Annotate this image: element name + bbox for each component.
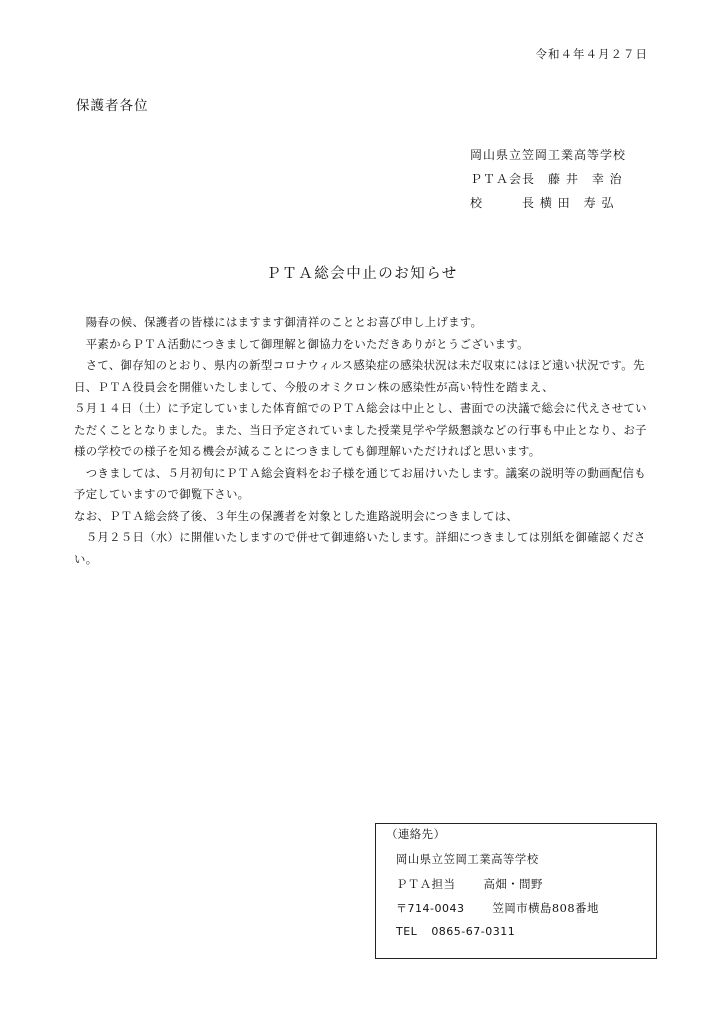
contact-postal-code: 〒714-0043 [396,902,465,915]
paragraph: ５月２５日（水）に開催いたしますので併せて御連絡いたします。詳細につきましては別紙を御確認ください。 [74,530,646,566]
contact-pta-row [396,876,543,892]
contact-pta-label: ＰＴＡ担当 [396,877,456,891]
paragraph: さて、御存知のとおり、県内の新型コロナウィルス感染症の感染状況は未だ収束にはほど遠い状況です。先日、ＰＴＡ役員会を開催いたしまして、今般のオミクロン株の感染性が高い特性を踏まえ、 [74,358,645,394]
contact-pta-names: 高畑・間野 [483,877,543,891]
document-date: 令和４年４月２７日 [535,47,648,61]
contact-tel-label: TEL [396,925,418,938]
sender-school: 岡山県立笠岡工業高等学校 [470,148,627,162]
paragraph: つきましては、５月初旬にＰＴＡ総会資料をお子様を通じてお届けいたします。議案の説明等の動画配信も予定していますので御覧下さい。 [74,465,646,501]
contact-heading: （連絡先） [386,827,446,841]
document-title: ＰＴＡ総会中止のお知らせ [266,266,458,282]
contact-address-row [396,900,599,916]
addressee: 保護者各位 [76,98,149,114]
contact-school: 岡山県立笠岡工業高等学校 [396,852,539,866]
contact-tel-row [396,924,515,938]
contact-box [375,823,657,959]
paragraph: なお、ＰＴＡ総会終了後、３年生の保護者を対象とした進路説明会につきましては、 [74,508,519,523]
sender-principal: 校 長 横 田 寿 弘 [470,196,615,210]
document-body [74,312,654,570]
contact-tel: 0865-67-0311 [431,925,516,938]
paragraph: 陽春の候、保護者の皆様にはますます御清祥のこととお喜び申し上げます。 [74,315,483,329]
sender-pta-head: ＰＴＡ会長 藤 井 幸 治 [470,172,623,186]
sender-block [470,143,626,215]
paragraph: ５月１４日（土）に予定していました体育館でのＰＴＡ総会は中止とし、書面での決議で総会に代えさせていただくこととなりました。また、当日予定されていました授業見学や学級懇談などの行事も中止となり、お子様の学校での様子を知る機会が減ることにつきましても御理解いただければと思います。 [74,401,647,458]
paragraph: 平素からＰＴＡ活動につきまして御理解と御協力をいただきありがとうございます。 [74,336,529,351]
contact-address: 笠岡市横島808番地 [492,901,599,915]
